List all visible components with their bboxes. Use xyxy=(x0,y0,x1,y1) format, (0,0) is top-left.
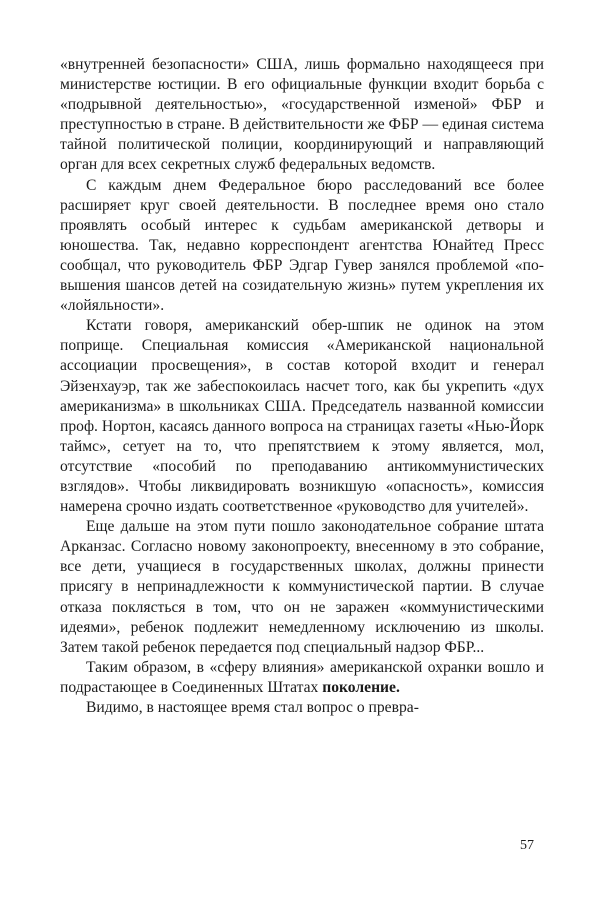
paragraph-5-text: Таким образом, в «сферу влияния» американской охранки вошло и подрастающее в Соединенных Штатах xyxy=(60,658,544,696)
paragraph-3: Кстати говоря, американский обер-шпик не одинок на этом поприще. Специальная комиссия «Американской национальной ассоциации просвещения», в состав которой входит и генерал Эйзенхауэр, так же забеспокоилась насчет того, как бы укрепить «дух американизма» в школьниках США. Председатель названной комиссии проф. Нортон, касаясь данного вопроса на страницах газеты «Нью-Йорк таймс», сетует на то, что препятствием к этому является, мол, отсутствие «пособий по преподаванию антикоммунистических взглядов». Чтобы ликвидировать возникшую «опасность», комиссия намерена срочно издать соответственное «руководство для учителей». xyxy=(60,317,544,516)
paragraph-5 xyxy=(60,658,544,698)
page-number: 57 xyxy=(520,838,534,853)
paragraph-4: Еще дальше на этом пути пошло законодательное собрание штата Арканзас. Согласно новому законопроекту, внесенному в это собрание, все дети, учащиеся в государственных школах, должны принести присягу в непринадлежности к коммунистической партии. В случае отказа поклясться в том, что он не заражен «коммунистическими идеями», ребенок подлежит немедленному исключению из школы. Затем такой ребенок передается под специальный надзор ФБР... xyxy=(60,518,544,656)
paragraph-6-continued-line: Видимо, в настоящее время стал вопрос о превра- xyxy=(86,699,419,716)
paragraph-2: С каждым днем Федеральное бюро расследований все более расширяет круг своей деятельности. В последнее время оно стало проявлять особый интерес к судьбам американской детворы и юношества. Так, недавно корреспондент агентства Юнайтед Пресс сообщал, что руководитель ФБР Эдгар Гувер занялся проблемой «повышения шансов детей на созидательную жизнь» путем укрепления их «лойяльности». xyxy=(60,176,544,315)
paragraph-1: «внутренней безопасности» США, лишь формально находящееся при министерстве юстиции. В его официальные функции входит борьба с «подрывной деятельностью», «государственной изменой» ФБР и преступностью в стране. В действительности же ФБР — единая система тайной политической полиции, координирующий и направляющий орган для всех секретных служб федеральных ведомств. xyxy=(60,56,544,174)
page-text-block xyxy=(60,55,544,718)
paragraph-5-tail: поколение. xyxy=(322,678,400,696)
